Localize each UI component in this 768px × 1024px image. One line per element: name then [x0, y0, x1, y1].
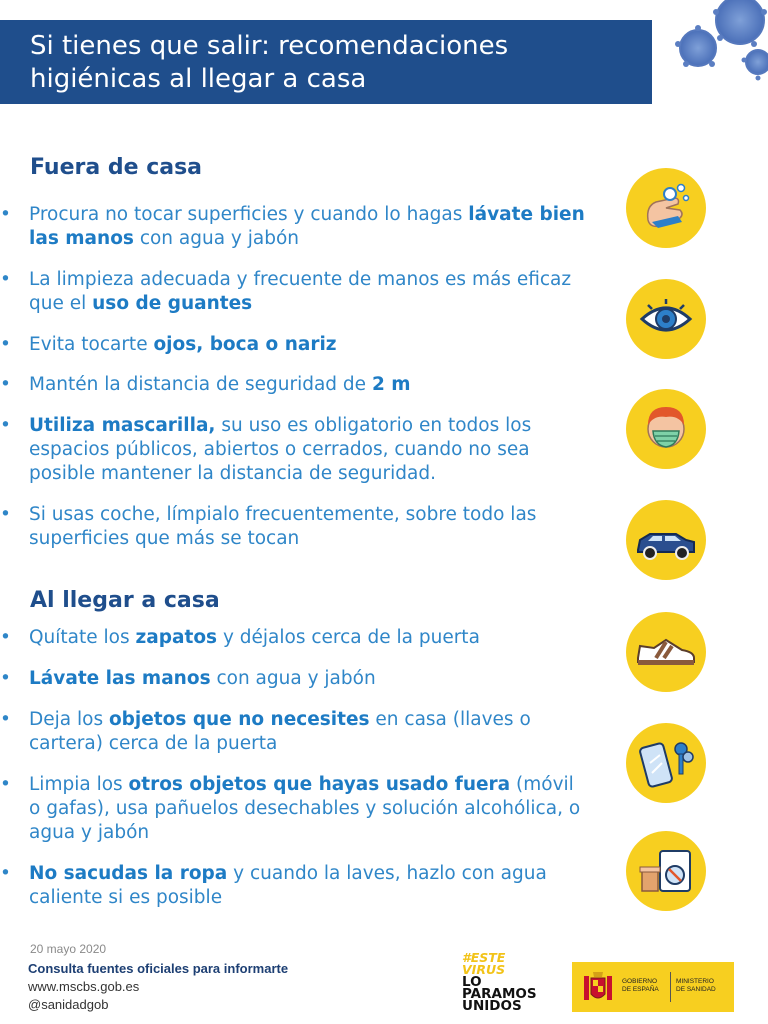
item-highlight: lávate bien las manos [29, 204, 585, 249]
item-highlight: uso de guantes [92, 293, 253, 314]
list-item [0, 373, 585, 397]
campaign-line: UNIDOS [462, 998, 522, 1014]
title-line-1: Si tienes que salir: recomendaciones [30, 31, 509, 61]
item-text: Limpia los [29, 774, 129, 795]
item-text: y cuando la laves, hazlo con agua caliente si es posible [29, 863, 547, 908]
government-logo [572, 962, 734, 1012]
divider [670, 972, 671, 1002]
twitter-handle-link[interactable]: @sanidadgob [28, 997, 109, 1012]
item-highlight: ojos, boca o nariz [153, 334, 337, 355]
item-text: con agua y jabón [210, 668, 376, 689]
section-title-home: Al llegar a casa [30, 588, 220, 613]
list-item [0, 503, 585, 551]
item-text: Deja los [29, 709, 109, 730]
publication-date: 20 mayo 2020 [30, 942, 107, 956]
bullet-point: • [0, 627, 11, 648]
item-text: (móvil o gafas), usa pañuelos desechables y solución alcohólica, o agua y jabón [29, 774, 581, 843]
bullet-point: • [0, 668, 11, 689]
eye-icon [626, 279, 706, 359]
bullet-point: • [0, 774, 11, 795]
bullet-point: • [0, 709, 11, 730]
government-name [622, 978, 659, 994]
hand-washing-icon [626, 168, 706, 248]
face-mask-icon [626, 389, 706, 469]
washing-machine-icon [626, 831, 706, 911]
campaign-logo [462, 952, 566, 1012]
list-item [0, 862, 585, 910]
ministry-name [676, 978, 716, 994]
item-highlight: Lávate las manos [29, 668, 211, 689]
car-icon [626, 500, 706, 580]
bullet-point: • [0, 334, 11, 355]
list-item [0, 667, 585, 691]
ministry-line: MINISTERIO [676, 978, 714, 985]
title-line-2: higiénicas al llegar a casa [30, 64, 367, 94]
bullet-point: • [0, 374, 11, 395]
item-text: Mantén la distancia de seguridad de [29, 374, 372, 395]
gov-line: GOBIERNO [622, 978, 658, 985]
list-item [0, 626, 585, 650]
campaign-line: #ESTE [462, 950, 506, 965]
page-title [30, 30, 508, 96]
shoe-icon [626, 612, 706, 692]
section-title-outside: Fuera de casa [30, 155, 203, 180]
campaign-line: VIRUS [462, 962, 506, 977]
coat-of-arms-icon [580, 968, 616, 1006]
item-highlight: No sacudas la ropa [29, 863, 228, 884]
bullet-point: • [0, 415, 11, 436]
item-text: su uso es obligatorio en todos los espacios públicos, abiertos o cerrados, cuando no sea posible mantener la distancia de seguridad. [29, 415, 532, 484]
item-text: Procura no tocar superficies y cuando lo hagas [29, 204, 469, 225]
list-item [0, 203, 585, 251]
phone-keys-icon [626, 723, 706, 803]
bullet-point: • [0, 504, 11, 525]
list-item [0, 268, 585, 316]
item-text: y déjalos cerca de la puerta [217, 627, 480, 648]
item-text: Quítate los [29, 627, 136, 648]
list-item [0, 773, 585, 845]
item-highlight: 2 m [371, 374, 411, 395]
item-text: con agua y jabón [133, 228, 300, 249]
gov-line: DE ESPAÑA [622, 986, 659, 993]
item-text: Evita tocarte [29, 334, 154, 355]
list-item [0, 708, 585, 756]
consult-sources-text: Consulta fuentes oficiales para informarte [28, 961, 289, 976]
bullet-point: • [0, 269, 11, 290]
virus-decoration-icon [658, 0, 768, 90]
item-highlight: Utiliza mascarilla, [29, 415, 216, 436]
item-highlight: objetos que no necesites [108, 709, 370, 730]
ministry-line: DE SANIDAD [676, 986, 716, 993]
item-highlight: zapatos [135, 627, 218, 648]
website-link[interactable]: www.mscbs.gob.es [28, 979, 140, 994]
item-text: La limpieza adecuada y frecuente de manos es más eficaz que el [29, 269, 572, 314]
item-text: Si usas coche, límpialo frecuentemente, sobre todo las superficies que más se tocan [29, 504, 537, 549]
list-item [0, 333, 585, 357]
campaign-line: LO [462, 974, 482, 990]
item-text: en casa (llaves o cartera) cerca de la puerta [29, 709, 531, 754]
bullet-point: • [0, 863, 11, 884]
item-highlight: otros objetos que hayas usado fuera [128, 774, 511, 795]
campaign-line: PARAMOS [462, 986, 537, 1002]
bullet-point: • [0, 204, 11, 225]
header-banner [0, 20, 652, 104]
list-item [0, 414, 585, 486]
